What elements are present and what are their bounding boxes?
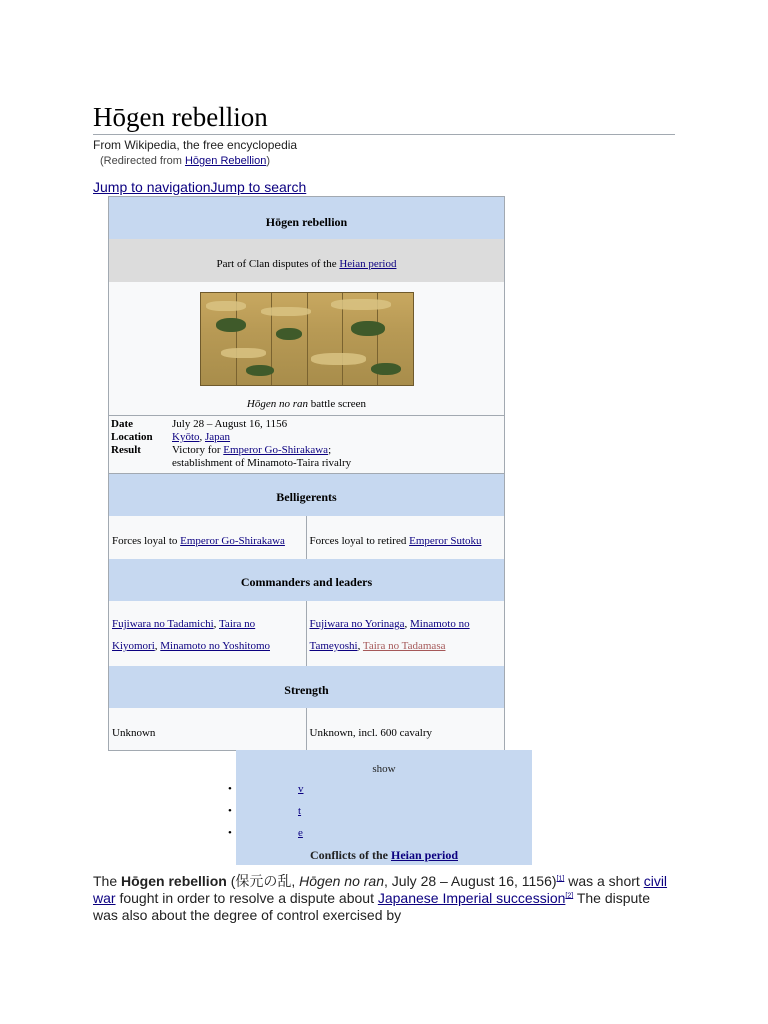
battle-screen-image[interactable] bbox=[200, 292, 414, 386]
navbox-item-e bbox=[228, 827, 303, 839]
infobox bbox=[108, 196, 505, 751]
p1-paren-open: ( bbox=[226, 873, 236, 889]
jump-to-navigation-link[interactable]: Jump to navigation bbox=[93, 179, 211, 195]
redirect-prefix: (Redirected from bbox=[100, 155, 185, 167]
civil-war-link[interactable]: civil war bbox=[93, 873, 668, 906]
go-shirakawa-result-link[interactable]: Emperor Go-Shirakawa bbox=[223, 444, 329, 456]
navbox-item-v bbox=[228, 783, 304, 795]
redirect-link[interactable]: Hōgen Rebellion bbox=[184, 155, 267, 167]
lead-paragraph bbox=[93, 873, 673, 924]
navbox-show-toggle[interactable]: show bbox=[372, 763, 396, 775]
result-line2: establishment of Minamoto-Taira rivalry bbox=[172, 457, 352, 469]
bel-left-prefix: Forces loyal to bbox=[112, 535, 181, 547]
japan-link[interactable]: Japan bbox=[205, 431, 231, 443]
date-value: July 28 – August 16, 1156 bbox=[172, 418, 288, 430]
p1-mid: fought in order to resolve a dispute about bbox=[115, 890, 378, 906]
imperial-succession-link[interactable]: Japanese Imperial succession bbox=[377, 890, 566, 906]
bullet-icon: • bbox=[228, 805, 232, 817]
kyoto-link[interactable]: Kyōto bbox=[172, 431, 200, 443]
p1-comma: , bbox=[291, 873, 300, 889]
result-prefix: Victory for bbox=[172, 444, 224, 456]
navbox-title bbox=[236, 848, 532, 863]
redirect-note bbox=[100, 155, 270, 167]
belligerents-row bbox=[109, 516, 504, 559]
tadamasa-link[interactable]: Taira no Tadamasa bbox=[362, 640, 446, 652]
p1-the: The bbox=[93, 873, 122, 889]
belligerent-left bbox=[109, 516, 307, 559]
result-value bbox=[172, 444, 351, 470]
infobox-title: Hōgen rebellion bbox=[109, 197, 504, 239]
belligerents-header: Belligerents bbox=[109, 474, 504, 516]
redirect-suffix: ) bbox=[266, 155, 270, 167]
infobox-facts bbox=[109, 416, 504, 474]
p1-italic-name: Hōgen no ran bbox=[299, 873, 384, 889]
p1-was: was a short bbox=[564, 873, 644, 889]
infobox-image-cell bbox=[109, 282, 504, 416]
jump-links bbox=[93, 179, 306, 195]
date-label: Date bbox=[111, 418, 133, 430]
strength-row bbox=[109, 708, 504, 750]
heian-period-navbox-link[interactable]: Heian period bbox=[390, 848, 458, 862]
result-suffix: ; bbox=[328, 444, 332, 456]
bullet-icon: • bbox=[228, 827, 232, 839]
p1-end: The dispute was also about the degree of control exercised by bbox=[93, 890, 650, 923]
strength-left: Unknown bbox=[109, 708, 307, 750]
navbox bbox=[228, 750, 532, 865]
heian-period-link[interactable]: Heian period bbox=[339, 258, 397, 270]
part-of-prefix: Part of Clan disputes of the bbox=[216, 258, 340, 270]
p1-dates: , July 28 – August 16, 1156) bbox=[384, 873, 557, 889]
conflicts-prefix: Conflicts of the bbox=[309, 848, 391, 862]
location-label: Location bbox=[111, 431, 153, 443]
sutoku-link[interactable]: Emperor Sutoku bbox=[409, 535, 482, 547]
commanders-row bbox=[109, 601, 504, 666]
yorinaga-link[interactable]: Fujiwara no Yorinaga bbox=[309, 618, 405, 630]
image-caption bbox=[109, 398, 504, 410]
infobox-part-of bbox=[109, 239, 504, 282]
page-title: Hōgen rebellion bbox=[93, 100, 675, 135]
strength-header: Strength bbox=[109, 666, 504, 708]
bullet-icon: • bbox=[228, 783, 232, 795]
kiyomori-link[interactable]: Taira no Kiyomori bbox=[112, 618, 256, 652]
talk-template-link[interactable]: t bbox=[298, 805, 302, 817]
navbox-item-t bbox=[228, 805, 302, 817]
go-shirakawa-link[interactable]: Emperor Go-Shirakawa bbox=[180, 535, 285, 547]
jump-to-search-link[interactable]: Jump to search bbox=[210, 179, 307, 195]
reference-2-link[interactable]: [2] bbox=[565, 892, 574, 900]
yoshitomo-link[interactable]: Minamoto no Yoshitomo bbox=[160, 640, 270, 652]
p1-kanji: 保元の乱 bbox=[235, 873, 292, 889]
commanders-right: Fujiwara no Yorinaga, Minamoto no Tameyoshi, Taira no Tadamasa bbox=[309, 618, 470, 652]
view-template-link[interactable]: v bbox=[298, 783, 304, 795]
strength-right: Unknown, incl. 600 cavalry bbox=[309, 727, 432, 739]
reference-1-link[interactable]: [1] bbox=[556, 875, 565, 883]
tameyoshi-link[interactable]: Minamoto no Tameyoshi bbox=[309, 618, 470, 652]
commanders-header: Commanders and leaders bbox=[109, 559, 504, 601]
caption-italic: Hōgen no ran bbox=[246, 398, 309, 410]
location-value bbox=[172, 431, 230, 444]
edit-template-link[interactable]: e bbox=[298, 827, 303, 839]
p1-bold-title: Hōgen rebellion bbox=[121, 873, 227, 889]
caption-rest: battle screen bbox=[308, 398, 367, 410]
commanders-left: Fujiwara no Tadamichi, Taira no Kiyomori, Minamoto no Yoshitomo bbox=[109, 601, 307, 666]
result-label: Result bbox=[111, 444, 141, 456]
tadamichi-link[interactable]: Fujiwara no Tadamichi bbox=[112, 618, 214, 630]
tagline: From Wikipedia, the free encyclopedia bbox=[93, 138, 298, 152]
bel-right-prefix: Forces loyal to retired bbox=[309, 535, 410, 547]
location-separator: , bbox=[199, 431, 205, 443]
belligerent-right bbox=[307, 516, 505, 559]
